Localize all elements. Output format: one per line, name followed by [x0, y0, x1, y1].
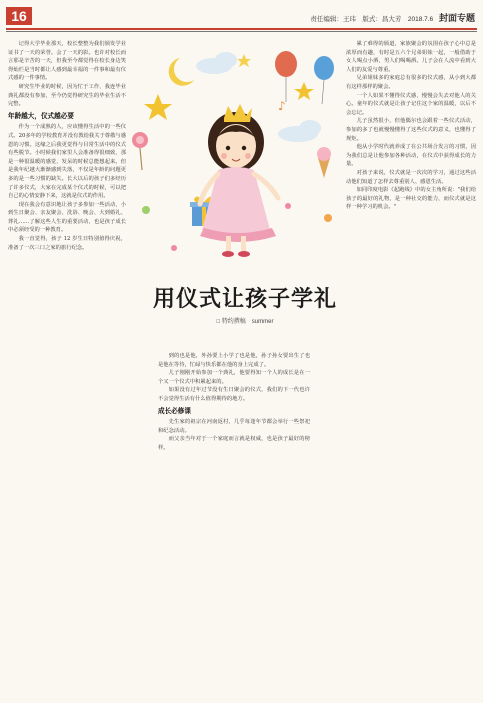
balloon-icon — [275, 51, 297, 102]
article-title: 用仪式让孩子学礼 — [152, 286, 337, 311]
paragraph: 累了难得的颁道，家族聚会的氛围在孩子心中总是浓厚而有趣，有时是五六个兄弟姐妹一起，一般借助于女人喝点小酒，男人们喝喝酒。儿子会在人流中看到大人们的友爱与尊重。 — [346, 41, 476, 73]
lollipop-icon — [132, 132, 148, 170]
header-meta-line — [310, 11, 475, 24]
article-column-3 — [346, 40, 476, 700]
subheading: 成长必修课 — [158, 407, 191, 415]
paragraph: 如果没有过年过节没有生日聚会的仪式，我们的下一代也许不会觉得生活有什么值得期待的地方。 — [158, 387, 310, 402]
paragraph: 他从小学时代就养成了在公共场合发言的习惯，因为我们总是让他参加各种活动，在仪式中获得成长的力量。 — [346, 144, 476, 168]
subheading: 年龄越大，仪式越必要 — [8, 112, 74, 120]
paragraph: 到的也是他，外孙要上小学了也是他，孙子孙女要出生了也是他在等待，忙碌与快乐都在他的身上完成了。 — [158, 353, 310, 368]
header-red-rule — [6, 28, 477, 30]
article-title-block — [150, 282, 340, 325]
page-header — [0, 0, 483, 30]
moon-icon — [169, 58, 194, 86]
paragraph: 兄弟姐妹多的家庭总有很多的仪式感，从小到大都有这样那样的聚会。 — [346, 75, 476, 90]
candy-icon — [142, 206, 150, 214]
header-thin-rule — [6, 31, 477, 32]
page-number: 16 — [6, 7, 32, 25]
article-column-1 — [8, 40, 126, 700]
paragraph: 一个人如果不懂得仪式感，慢慢会失去对他人的关心。童年的仪式就是让孩子记住这个家的温暖，以后不会忘记。 — [346, 92, 476, 116]
cloud-icon — [278, 120, 321, 142]
editor-credits: 责任编辑：王玮 版式：昌大芳 2018.7.6 — [310, 16, 434, 23]
paragraph: 如同印度电影《起跑线》中的女主角所说："我们给孩子的最好的礼物，是一种社交的能力，而仪式就是这样一种学习的机会。" — [346, 187, 476, 211]
star-icon — [144, 94, 172, 120]
article-column-2 — [158, 352, 310, 698]
paragraph: 儿子刚刚开始参加一个典礼，他要得知一个人的成长是在一个又一个仪式中积累起来的。 — [158, 370, 310, 385]
candy-icon — [324, 214, 332, 222]
paragraph: 对孩子来说，仪式就是一次次的学习，通过这些活动他们知道了怎样去尊重别人、感恩生活。 — [346, 169, 476, 185]
crown-icon — [224, 104, 252, 122]
cloud-icon — [196, 52, 237, 74]
paragraph: 我一直觉得，孩子 12 岁生日特别值得庆祝，准备了一次三口之家的旅行纪念。 — [8, 236, 126, 251]
paragraph: 儿子虽然很小，但他偶尔也会跟着一些仪式活动，参加的多了也就慢慢懂得了这些仪式的意义，也懂得了规矩。 — [346, 118, 476, 142]
paragraph: 现在我会有意识地让孩子多参加一些活动，小到生日聚会、亲友聚会、洗浴、晚会、大到婚礼、葬礼……了解这些人生的重要活动，也是孩子成长中必须经受的一种教育。 — [8, 201, 126, 234]
paragraph: 记得大学毕业那天，校长整整为我们颁发学业证书了一天的荣誉。会了一天的影。也许对校长而言那是辛苦的一天，但我至今都觉得在校长身边笑得灿烂是当时都让人感到最幸福的一件事和最有仪式感的一件事情。 — [8, 41, 126, 82]
girl-figure — [200, 104, 278, 257]
star-icon — [237, 54, 251, 67]
paragraph: 而父亲当年对于一个家庭而言就是权威，也是孩子最好的榜样。 — [158, 436, 310, 451]
paragraph: 研究生毕业的时候，因为忙于工作，我连毕业典礼都没有参加，至今仍觉得研究生的毕业生活不完整。 — [8, 83, 126, 108]
children-illustration — [128, 38, 342, 266]
balloon-icon — [314, 56, 334, 104]
article-byline: □ 特约撰稿 summer — [216, 319, 274, 325]
paragraph: 作为一个成熟的人，应该懂得生活中的一些仪式。20多年的学校教育并没有教给我关于尊敬与感恩的习惯。这缘之后我更觉得与目常生活中的仪式有些脱节。小时候我们家里人会准备得很细致，那是一种很温暖的感觉，发呆的时候总能想起来。但是我年纪越大渐渐感到失落，不仅是年龄的问题更多的是一些习惯的缺失。长大以后的孩子们多经历了许多仪式，大家在完成某个仪式的时候，可以把自己的心情安静下来，这就是仪式的作用。 — [8, 124, 126, 200]
ice-cream-icon — [317, 147, 331, 178]
music-note-icon: ♪ — [278, 99, 286, 113]
section-title: 封面专题 — [438, 13, 475, 23]
star-icon — [294, 82, 314, 100]
paragraph: 先生家的祖宗在河南返村，几乎每逢年节都会举行一些祭祀和纪念活动。 — [158, 419, 310, 434]
